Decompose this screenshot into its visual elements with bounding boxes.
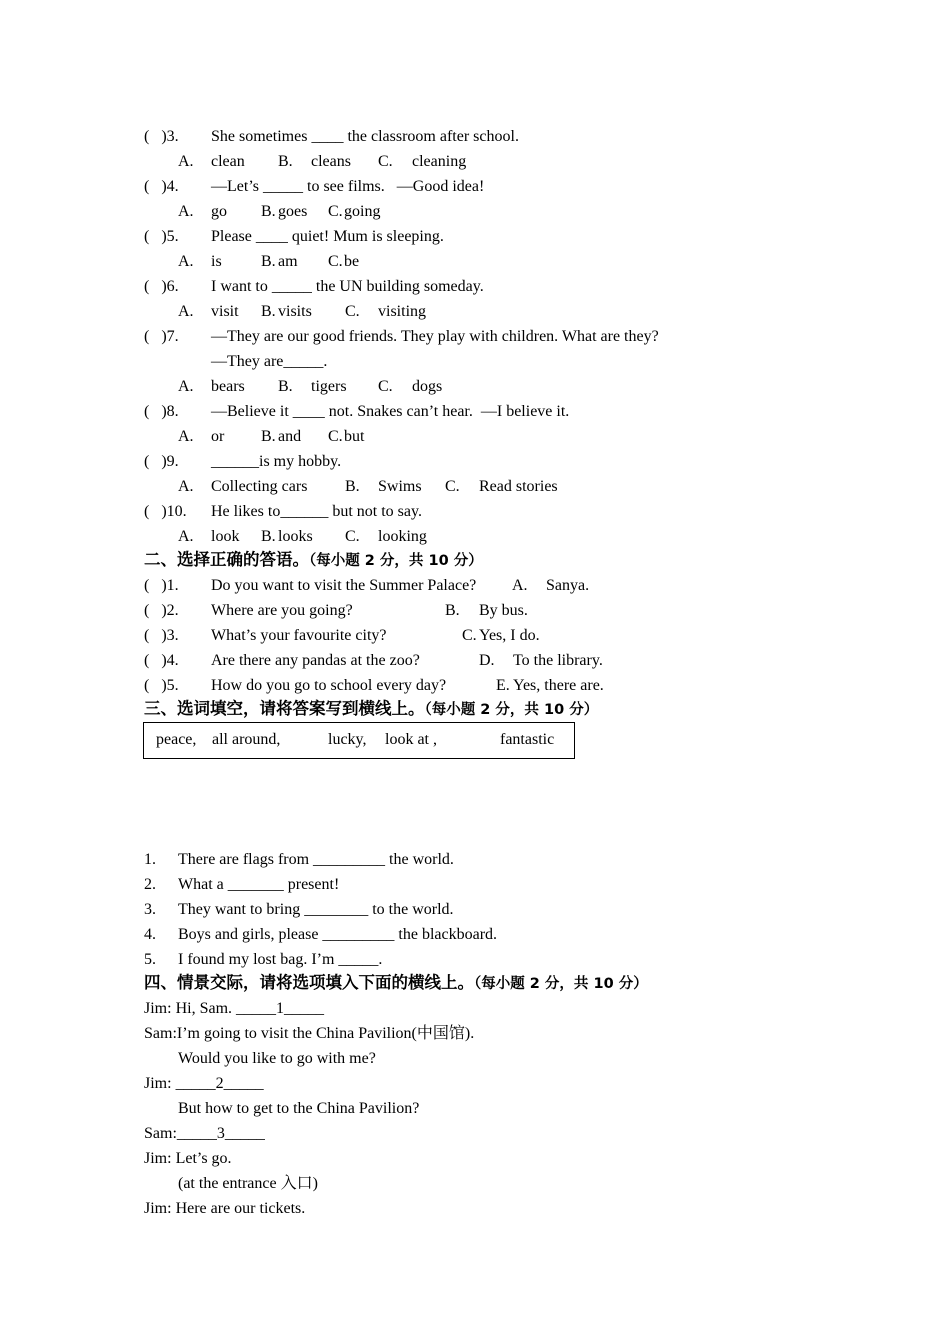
dialogue-line: Jim: Here are our tickets. bbox=[144, 1200, 306, 1217]
fill-blank-sentence: I found my lost bag. I’m _____. bbox=[178, 951, 383, 968]
option-label: C. bbox=[345, 528, 360, 545]
answer-label: A. bbox=[512, 577, 528, 594]
option-text: goes bbox=[278, 203, 308, 220]
question-stem: —Let’s _____ to see films. —Good idea! bbox=[211, 178, 485, 195]
question-stem: She sometimes ____ the classroom after school. bbox=[211, 128, 519, 145]
question-number: ( )3. bbox=[144, 627, 179, 644]
option-text: am bbox=[278, 253, 298, 270]
question-stem: —They are our good friends. They play with children. What are they? bbox=[211, 328, 659, 345]
question-number: ( )2. bbox=[144, 602, 179, 619]
question-number: ( )3. bbox=[144, 128, 179, 145]
section-points: （每小题 2 分，共 10 分） bbox=[309, 553, 483, 569]
option-label: C. bbox=[328, 253, 343, 270]
option-text: or bbox=[211, 428, 225, 445]
question-stem: ______is my hobby. bbox=[211, 453, 342, 470]
option-text: Swims bbox=[378, 478, 422, 495]
option-text: cleans bbox=[311, 153, 351, 170]
option-text: Read stories bbox=[479, 478, 558, 495]
word-bank-item: fantastic bbox=[500, 731, 555, 748]
option-label: A. bbox=[178, 203, 194, 220]
option-label: C. bbox=[328, 203, 343, 220]
option-label: A. bbox=[178, 478, 194, 495]
item-number: 4. bbox=[144, 926, 156, 943]
item-number: 5. bbox=[144, 951, 156, 968]
item-number: 2. bbox=[144, 876, 156, 893]
item-number: 1. bbox=[144, 851, 156, 868]
question-number: ( )7. bbox=[144, 328, 179, 345]
question-number: ( )10. bbox=[144, 503, 187, 520]
fill-blank-sentence: Boys and girls, please _________ the blackboard. bbox=[178, 926, 498, 943]
question-stem: —Believe it ____ not. Snakes can’t hear. —I believe it. bbox=[211, 403, 570, 420]
question-number: ( )9. bbox=[144, 453, 179, 470]
option-label: A. bbox=[178, 303, 194, 320]
option-label: B. bbox=[261, 303, 276, 320]
option-text: going bbox=[344, 203, 381, 220]
option-text: looks bbox=[278, 528, 313, 545]
answer-text: Yes, I do. bbox=[479, 627, 540, 644]
fill-blank-sentence: They want to bring ________ to the world. bbox=[178, 901, 454, 918]
question-stem: He likes to______ but not to say. bbox=[211, 503, 422, 520]
dialogue-line: But how to get to the China Pavilion? bbox=[178, 1100, 420, 1117]
dialogue-line: Sam:I’m going to visit the China Pavilion(中国馆). bbox=[144, 1025, 475, 1042]
answer-text: Sanya. bbox=[546, 577, 590, 594]
question-stem-continued: —They are_____. bbox=[211, 353, 328, 370]
fill-blank-sentence: There are flags from _________ the world. bbox=[178, 851, 454, 868]
option-text: bears bbox=[211, 378, 245, 395]
word-bank-item: look at , bbox=[385, 731, 437, 748]
word-bank-box bbox=[143, 722, 575, 759]
question-text: How do you go to school every day? bbox=[211, 677, 447, 694]
question-stem: Please ____ quiet! Mum is sleeping. bbox=[211, 228, 444, 245]
question-text: What’s your favourite city? bbox=[211, 627, 387, 644]
option-label: B. bbox=[345, 478, 360, 495]
dialogue-line: (at the entrance 入口) bbox=[178, 1175, 318, 1192]
dialogue-line: Jim: _____2_____ bbox=[144, 1075, 264, 1092]
option-label: C. bbox=[445, 478, 460, 495]
section-heading bbox=[144, 550, 483, 571]
section-title: 四、情景交际，请将选项填入下面的横线上。 bbox=[144, 973, 474, 992]
option-text: but bbox=[344, 428, 365, 445]
question-number: ( )4. bbox=[144, 178, 179, 195]
option-text: cleaning bbox=[412, 153, 467, 170]
option-text: and bbox=[278, 428, 302, 445]
option-text: go bbox=[211, 203, 227, 220]
option-text: dogs bbox=[412, 378, 443, 395]
option-label: A. bbox=[178, 153, 194, 170]
dialogue-line: Jim: Let’s go. bbox=[144, 1150, 232, 1167]
option-label: C. bbox=[378, 153, 393, 170]
question-number: ( )8. bbox=[144, 403, 179, 420]
answer-text: Yes, there are. bbox=[513, 677, 604, 694]
option-label: A. bbox=[178, 428, 194, 445]
item-number: 3. bbox=[144, 901, 156, 918]
option-label: B. bbox=[261, 253, 276, 270]
answer-text: By bus. bbox=[479, 602, 528, 619]
word-bank-item: lucky, bbox=[328, 731, 367, 748]
section-heading bbox=[144, 973, 648, 994]
option-text: clean bbox=[211, 153, 245, 170]
question-stem: I want to _____ the UN building someday. bbox=[211, 278, 484, 295]
option-label: C. bbox=[378, 378, 393, 395]
question-number: ( )1. bbox=[144, 577, 179, 594]
option-text: visiting bbox=[378, 303, 427, 320]
question-text: Do you want to visit the Summer Palace? bbox=[211, 577, 477, 594]
fill-blank-sentence: What a _______ present! bbox=[178, 876, 340, 893]
answer-label: D. bbox=[479, 652, 495, 669]
option-label: A. bbox=[178, 378, 194, 395]
option-text: Collecting cars bbox=[211, 478, 308, 495]
option-label: B. bbox=[278, 153, 293, 170]
option-label: A. bbox=[178, 253, 194, 270]
option-text: be bbox=[344, 253, 360, 270]
answer-label: E. bbox=[496, 677, 510, 694]
dialogue-line: Jim: Hi, Sam. _____1_____ bbox=[144, 1000, 325, 1017]
option-label: B. bbox=[278, 378, 293, 395]
option-text: is bbox=[211, 253, 222, 270]
question-number: ( )4. bbox=[144, 652, 179, 669]
option-label: B. bbox=[261, 428, 276, 445]
option-text: visit bbox=[211, 303, 239, 320]
dialogue-line: Would you like to go with me? bbox=[178, 1050, 376, 1067]
option-label: A. bbox=[178, 528, 194, 545]
question-text: Where are you going? bbox=[211, 602, 353, 619]
option-text: visits bbox=[278, 303, 312, 320]
word-bank-item: all around, bbox=[212, 731, 281, 748]
question-number: ( )5. bbox=[144, 228, 179, 245]
section-heading bbox=[144, 699, 598, 720]
option-text: look bbox=[211, 528, 240, 545]
question-number: ( )6. bbox=[144, 278, 179, 295]
section-points: （每小题 2 分，共 10 分） bbox=[474, 976, 648, 992]
section-title: 三、选词填空，请将答案写到横线上。 bbox=[144, 699, 425, 718]
question-text: Are there any pandas at the zoo? bbox=[211, 652, 420, 669]
answer-text: To the library. bbox=[513, 652, 603, 669]
answer-label: B. bbox=[445, 602, 460, 619]
word-bank-item: peace, bbox=[156, 731, 197, 748]
answer-label: C. bbox=[462, 627, 477, 644]
dialogue-line: Sam:_____3_____ bbox=[144, 1125, 265, 1142]
option-label: B. bbox=[261, 528, 276, 545]
option-label: B. bbox=[261, 203, 276, 220]
question-number: ( )5. bbox=[144, 677, 179, 694]
section-title: 二、选择正确的答语。 bbox=[144, 550, 309, 569]
option-text: tigers bbox=[311, 378, 347, 395]
option-label: C. bbox=[328, 428, 343, 445]
option-text: looking bbox=[378, 528, 427, 545]
section-points: （每小题 2 分，共 10 分） bbox=[424, 702, 599, 718]
option-label: C. bbox=[345, 303, 360, 320]
